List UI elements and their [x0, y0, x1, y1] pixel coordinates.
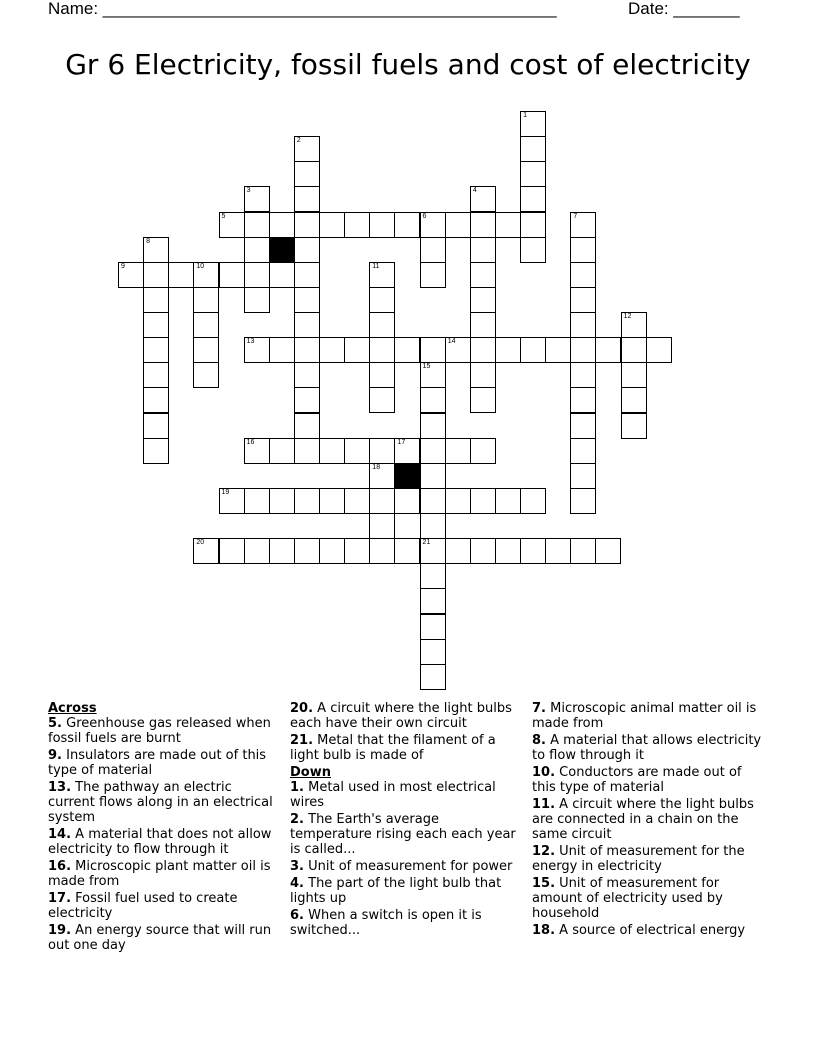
down-heading: Down [290, 765, 331, 780]
grid-cell[interactable] [344, 337, 370, 363]
grid-cell[interactable] [294, 337, 320, 363]
clue-across-19: 19. An energy source that will run out one day [48, 923, 272, 953]
clue-number: 18 [372, 463, 381, 471]
grid-cell[interactable] [621, 362, 647, 388]
grid-cell[interactable] [319, 438, 345, 464]
grid-cell[interactable] [219, 212, 245, 238]
grid-cell[interactable] [369, 362, 395, 388]
grid-cell[interactable] [193, 362, 219, 388]
grid-cell[interactable] [369, 212, 395, 238]
grid-cell[interactable] [344, 438, 370, 464]
grid-cell[interactable] [495, 488, 521, 514]
grid-cell[interactable] [244, 488, 270, 514]
grid-cell[interactable] [369, 488, 395, 514]
clue-down-18: 18. A source of electrical energy [532, 923, 746, 938]
grid-cell[interactable] [369, 287, 395, 313]
clue-across-5: 5. Greenhouse gas released when fossil fuels are burnt [48, 716, 271, 746]
grid-cell[interactable] [244, 287, 270, 313]
clue-across-21: 21. Metal that the filament of a light bulb is made of [290, 733, 496, 763]
grid-cell[interactable] [470, 212, 496, 238]
grid-cell[interactable] [595, 337, 621, 363]
grid-cell[interactable] [269, 337, 295, 363]
grid-cell[interactable] [520, 186, 546, 212]
clue-down-10: 10. Conductors are made out of this type of material [532, 765, 742, 795]
grid-cell[interactable] [545, 538, 571, 564]
grid-cell[interactable] [495, 337, 521, 363]
date-field[interactable]: Date: _______ [628, 0, 740, 18]
grid-cell[interactable] [344, 212, 370, 238]
black-cell [394, 463, 420, 489]
grid-cell[interactable] [570, 488, 596, 514]
grid-cell[interactable] [470, 262, 496, 288]
grid-cell[interactable] [646, 337, 672, 363]
clue-across-13: 13. The pathway an electric current flows along in an electrical system [48, 780, 273, 825]
grid-cell[interactable] [621, 337, 647, 363]
grid-cell[interactable] [520, 237, 546, 263]
clue-number: 14 [447, 338, 456, 346]
grid-cell[interactable] [520, 212, 546, 238]
grid-cell[interactable] [193, 538, 219, 564]
grid-cell[interactable] [143, 337, 169, 363]
grid-cell[interactable] [570, 387, 596, 413]
grid-cell[interactable] [420, 588, 446, 614]
grid-cell[interactable] [394, 438, 420, 464]
grid-cell[interactable] [344, 538, 370, 564]
clue-number: 6 [422, 212, 427, 220]
name-field[interactable]: Name: ________________________________________________ [48, 0, 557, 18]
grid-cell[interactable] [520, 337, 546, 363]
grid-cell[interactable] [294, 538, 320, 564]
grid-cell[interactable] [570, 312, 596, 338]
clue-number: 1 [523, 112, 527, 119]
grid-cell[interactable] [344, 488, 370, 514]
clues-column-2 [290, 701, 522, 940]
grid-cell[interactable] [495, 212, 521, 238]
grid-cell[interactable] [520, 161, 546, 187]
grid-cell[interactable] [495, 538, 521, 564]
clue-down-3: 3. Unit of measurement for power [290, 859, 513, 874]
grid-cell[interactable] [269, 488, 295, 514]
grid-cell[interactable] [420, 463, 446, 489]
grid-cell[interactable] [570, 262, 596, 288]
grid-cell[interactable] [294, 186, 320, 212]
grid-cell[interactable] [269, 438, 295, 464]
clue-across-9: 9. Insulators are made out of this type of material [48, 748, 267, 778]
grid-cell[interactable] [420, 488, 446, 514]
grid-cell[interactable] [294, 387, 320, 413]
grid-cell[interactable] [219, 488, 245, 514]
grid-cell[interactable] [470, 337, 496, 363]
clue-down-8: 8. A material that allows electricity to flow through it [532, 733, 762, 763]
grid-cell[interactable] [420, 337, 446, 363]
clue-number: 8 [146, 237, 151, 245]
grid-cell[interactable] [520, 538, 546, 564]
grid-cell[interactable] [193, 287, 219, 313]
clue-down-12: 12. Unit of measurement for the energy in electricity [532, 844, 745, 874]
grid-cell[interactable] [394, 488, 420, 514]
grid-cell[interactable] [369, 538, 395, 564]
grid-cell[interactable] [420, 538, 446, 564]
grid-cell[interactable] [621, 387, 647, 413]
grid-cell[interactable] [369, 387, 395, 413]
grid-cell[interactable] [143, 312, 169, 338]
grid-cell[interactable] [294, 413, 320, 439]
grid-cell[interactable] [294, 488, 320, 514]
grid-cell[interactable] [193, 262, 219, 288]
clue-number: 12 [623, 313, 632, 321]
clue-across-14: 14. A material that does not allow electricity to flow through it [48, 827, 272, 857]
grid-cell[interactable] [143, 362, 169, 388]
grid-cell[interactable] [595, 538, 621, 564]
grid-cell[interactable] [143, 287, 169, 313]
grid-cell[interactable] [570, 413, 596, 439]
clue-number: 17 [397, 438, 406, 446]
grid-cell[interactable] [294, 262, 320, 288]
clues-column-1 [48, 701, 282, 955]
grid-cell[interactable] [294, 237, 320, 263]
grid-cell[interactable] [244, 237, 270, 263]
grid-cell[interactable] [570, 463, 596, 489]
grid-cell[interactable] [420, 262, 446, 288]
across-heading: Across [48, 701, 97, 716]
grid-cell[interactable] [545, 337, 571, 363]
grid-cell[interactable] [420, 362, 446, 388]
grid-cell[interactable] [445, 488, 471, 514]
clue-number: 9 [121, 262, 125, 270]
grid-cell[interactable] [219, 262, 245, 288]
clue-number: 20 [196, 539, 205, 547]
grid-cell[interactable] [520, 111, 546, 137]
clue-number: 4 [472, 187, 477, 195]
grid-cell[interactable] [420, 387, 446, 413]
grid-cell[interactable] [269, 212, 295, 238]
grid-cell[interactable] [369, 438, 395, 464]
grid-cell[interactable] [470, 438, 496, 464]
clue-across-20: 20. A circuit where the light bulbs each have their own circuit [290, 701, 512, 731]
grid-cell[interactable] [570, 538, 596, 564]
grid-cell[interactable] [445, 337, 471, 363]
clue-number: 16 [246, 438, 255, 446]
grid-cell[interactable] [118, 262, 144, 288]
grid-cell[interactable] [244, 262, 270, 288]
grid-cell[interactable] [470, 488, 496, 514]
grid-cell[interactable] [570, 287, 596, 313]
clue-number: 2 [296, 137, 301, 145]
clues-column-3 [532, 701, 764, 940]
grid-cell[interactable] [520, 136, 546, 162]
grid-cell[interactable] [470, 362, 496, 388]
grid-cell[interactable] [143, 237, 169, 263]
grid-cell[interactable] [294, 438, 320, 464]
grid-cell[interactable] [143, 387, 169, 413]
grid-cell[interactable] [244, 337, 270, 363]
clue-number: 19 [221, 488, 230, 496]
grid-cell[interactable] [394, 212, 420, 238]
grid-cell[interactable] [621, 413, 647, 439]
grid-cell[interactable] [445, 538, 471, 564]
clue-down-1: 1. Metal used in most electrical wires [290, 780, 496, 810]
grid-cell[interactable] [621, 312, 647, 338]
clue-down-15: 15. Unit of measurement for amount of electricity used by household [532, 876, 723, 921]
clue-down-7: 7. Microscopic animal matter oil is made from [532, 701, 757, 731]
grid-cell[interactable] [319, 538, 345, 564]
clue-number: 5 [221, 212, 226, 220]
grid-cell[interactable] [420, 513, 446, 539]
grid-cell[interactable] [470, 538, 496, 564]
clue-number: 7 [573, 212, 578, 220]
grid-cell[interactable] [570, 362, 596, 388]
grid-cell[interactable] [369, 262, 395, 288]
grid-cell[interactable] [369, 312, 395, 338]
clue-down-2: 2. The Earth's average temperature rising each each year is called... [290, 812, 516, 857]
grid-cell[interactable] [445, 212, 471, 238]
grid-cell[interactable] [420, 438, 446, 464]
grid-cell[interactable] [193, 312, 219, 338]
clue-down-4: 4. The part of the light bulb that lights up [290, 876, 502, 906]
grid-cell[interactable] [420, 413, 446, 439]
grid-cell[interactable] [319, 212, 345, 238]
grid-cell[interactable] [219, 538, 245, 564]
grid-cell[interactable] [369, 337, 395, 363]
grid-cell[interactable] [143, 438, 169, 464]
grid-cell[interactable] [420, 664, 446, 690]
grid-cell[interactable] [319, 488, 345, 514]
grid-cell[interactable] [369, 513, 395, 539]
grid-cell[interactable] [445, 438, 471, 464]
grid-cell[interactable] [394, 337, 420, 363]
grid-cell[interactable] [570, 212, 596, 238]
grid-cell[interactable] [294, 136, 320, 162]
grid-cell[interactable] [244, 212, 270, 238]
grid-cell[interactable] [143, 413, 169, 439]
grid-cell[interactable] [570, 337, 596, 363]
clue-down-6: 6. When a switch is open it is switched... [290, 908, 482, 938]
grid-cell[interactable] [269, 538, 295, 564]
clue-number: 3 [246, 187, 251, 195]
grid-cell[interactable] [420, 614, 446, 640]
grid-cell[interactable] [570, 438, 596, 464]
grid-cell[interactable] [244, 186, 270, 212]
grid-cell[interactable] [520, 488, 546, 514]
black-cell [269, 237, 295, 263]
clue-number: 21 [422, 539, 431, 547]
grid-cell[interactable] [269, 262, 295, 288]
grid-cell[interactable] [470, 237, 496, 263]
grid-cell[interactable] [369, 463, 395, 489]
grid-cell[interactable] [420, 237, 446, 263]
grid-cell[interactable] [470, 287, 496, 313]
grid-cell[interactable] [244, 538, 270, 564]
grid-cell[interactable] [294, 287, 320, 313]
clue-number: 13 [246, 338, 255, 346]
grid-cell[interactable] [470, 312, 496, 338]
clue-number: 15 [422, 363, 431, 371]
grid-cell[interactable] [570, 237, 596, 263]
grid-cell[interactable] [193, 337, 219, 363]
grid-cell[interactable] [420, 563, 446, 589]
grid-cell[interactable] [143, 262, 169, 288]
clue-number: 10 [196, 262, 205, 270]
grid-cell[interactable] [394, 538, 420, 564]
grid-cell[interactable] [294, 312, 320, 338]
clue-across-16: 16. Microscopic plant matter oil is made from [48, 859, 271, 889]
grid-cell[interactable] [294, 212, 320, 238]
grid-cell[interactable] [294, 362, 320, 388]
clue-down-11: 11. A circuit where the light bulbs are connected in a chain on the same circuit [532, 797, 754, 842]
page-title: Gr 6 Electricity, fossil fuels and cost of electricity [65, 48, 751, 81]
grid-cell[interactable] [420, 639, 446, 665]
grid-cell[interactable] [470, 186, 496, 212]
grid-cell[interactable] [168, 262, 194, 288]
clue-number: 11 [372, 262, 380, 270]
clue-across-17: 17. Fossil fuel used to create electricity [48, 891, 238, 921]
grid-cell[interactable] [294, 161, 320, 187]
grid-cell[interactable] [420, 212, 446, 238]
grid-cell[interactable] [319, 337, 345, 363]
grid-cell[interactable] [470, 387, 496, 413]
grid-cell[interactable] [244, 438, 270, 464]
